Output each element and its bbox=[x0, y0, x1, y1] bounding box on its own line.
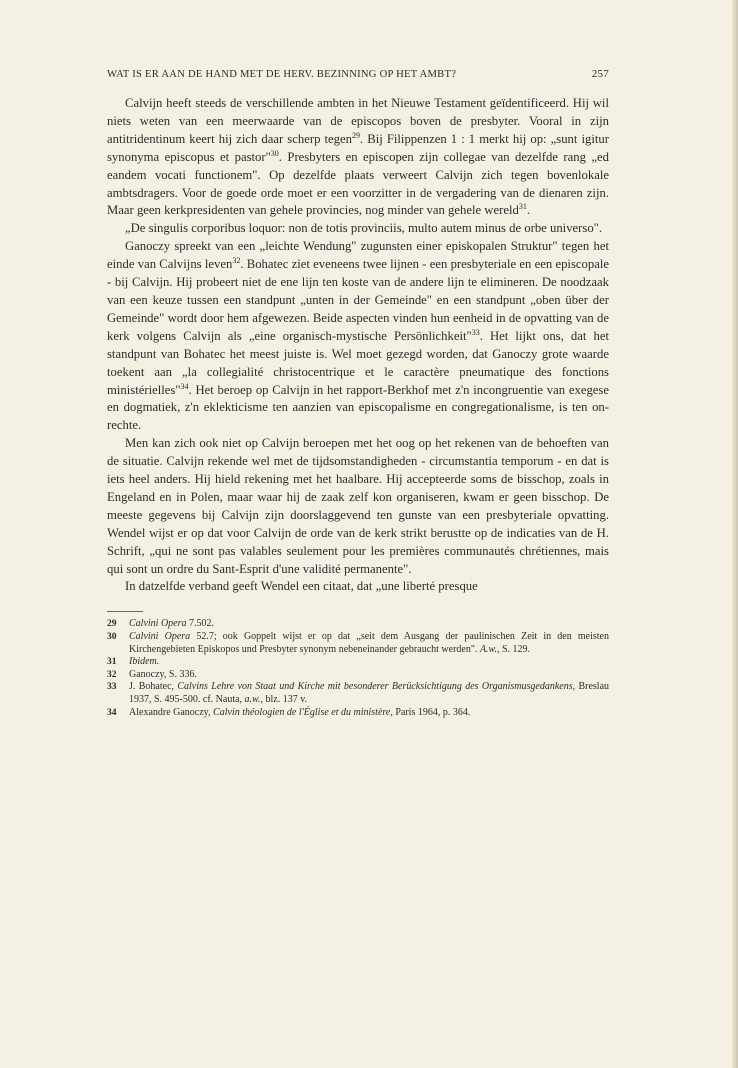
footnote: 34 Alexandre Ganoczy, Calvin théologien de l'Église et du ministère, Paris 1964, p. 364. bbox=[107, 706, 471, 718]
book-page bbox=[107, 68, 609, 719]
page-edge-shadow bbox=[732, 0, 738, 1068]
footnote: 31 Ibidem. bbox=[107, 656, 160, 668]
footnote-ref[interactable]: 31 bbox=[518, 202, 527, 212]
running-head bbox=[107, 68, 609, 80]
footnote-number: 30 bbox=[107, 631, 117, 642]
footnote-divider bbox=[107, 611, 143, 612]
running-head-title: WAT IS ER AAN DE HAND MET DE HERV. BEZINNING OP HET AMBT? bbox=[107, 69, 457, 80]
paragraph-2-quote: „De singulis corporibus loquor: non de totis provinciis, multo autem minus de orbe universo". bbox=[125, 221, 603, 236]
footnote-number: 33 bbox=[107, 682, 117, 693]
footnotes bbox=[107, 618, 609, 719]
footnote: 30 Calvini Opera 52.7; ook Goppelt wijst er op dat „seit dem Ausgang der paulinischen Zeit in den meisten Kirchengebieten Episkopos und Presbyter synonym nebeneinander gebraucht werden". A.w., S. 129. bbox=[107, 630, 609, 655]
footnote-number: 29 bbox=[107, 619, 117, 630]
footnote-number: 32 bbox=[107, 669, 117, 680]
page-number: 257 bbox=[591, 68, 609, 80]
footnote-number: 34 bbox=[107, 707, 117, 718]
footnote-ref[interactable]: 29 bbox=[351, 130, 360, 140]
paragraph-4: Men kan zich ook niet op Calvijn beroepen met het oog op het rekenen van de behoeften van de situatie. Calvijn rekende wel met de tijdsomstandigheden - circumstantia temporum - en dat is iets heel anders. Hij hield rekening met het haalbare. Hij accepteerde soms de bisschop, zoals in Engeland en in Polen, maar waar hij de zaak zelf kon organiseren, kwam er geen bisschop. De meeste gegevens bij Calvijn zijn doorslaggevend ten gunste van een presbyteriale opvatting. Wendel wijst er op dat voor Calvijn de orde van de kerk strikt berustte op de indicaties van de H. Schrift, „qui ne sont pas valables seulement pour les premières communautés chrétiennes, mais qui sont un ordre du Sant-Esprit d'une validité permanente". bbox=[107, 436, 609, 576]
footnote-ref[interactable]: 30 bbox=[270, 148, 279, 158]
footnote-number: 31 bbox=[107, 657, 117, 668]
paragraph-5: In datzelfde verband geeft Wendel een citaat, dat „une liberté presque bbox=[125, 579, 478, 594]
footnote-ref[interactable]: 34 bbox=[180, 381, 189, 391]
footnote-ref[interactable]: 32 bbox=[232, 256, 241, 266]
paragraph-1: Calvijn heeft steeds de verschillende ambten in het Nieuwe Testament geïdentificeerd. Hij wil niets weten van een meerwaarde van de episcopos boven de presbyter. Vooral in zijn antitridentinum keert hij zich daar scherp tegen$^{29}$. Bij Filippenzen 1 : 1 merkt hij op: „sunt igitur synonyma episcopus et pastor"$^{30}$. Presbyters en episcopen zijn collegae van dezelfde rang „ed eandem vocati functionem". Op dezelfde plaats verweert Calvijn zich tegen bovenlokale ambtsdragers. Voor de goede orde moet er een voorzitter in de vergadering van de dienaren zijn. Maar geen kerkpresidenten van gehele provincies, nog minder van gehele wereld$^{31}$. bbox=[107, 96, 609, 218]
footnote: 29 Calvini Opera 7.502. bbox=[107, 618, 214, 630]
footnote: 32 Ganoczy, S. 336. bbox=[107, 668, 197, 680]
paragraph-3: Ganoczy spreekt van een „leichte Wendung" zugunsten einer episkopalen Struktur" tegen het einde van Calvijns leven$^{32}$. Bohatec ziet eveneens twee lijnen - een presbyteriale en een episcopale - bij Calvijn. Hij probeert niet de ene lijn ten koste van de andere lijn te elimineren. De noodzaak van een keuze tussen een standpunt „unten in der Gemeinde" en een standpunt „oben über der Gemeinde" wordt door hem afgewezen. Beide aspecten vinden hun eenheid in de opvatting van de kerk volgens Calvijn als „eine organisch-mystische Persönlichkeit"$^{33}$. Het lijkt ons, dat het standpunt van Bohatec het meest juiste is. Wel moet gezegd worden, dat Ganoczy grote waarde toekent aan „la collegialité christocentrique et le caractère pneumatique des fonctions ministérielles"$^{34}$. Het beroep op Calvijn in het rapport-Berkhof met z'n incongruentie van exegese en dogmatiek, z'n eklekticisme ten aanzien van episcopalisme en congregationalisme, is ten onrechte. bbox=[107, 239, 609, 433]
footnote: 33 J. Bohatec, Calvins Lehre von Staat und Kirche mit besonderer Berücksichtigung des Organismusgedankens, Breslau 1937, S. 495-500. cf. Nauta, a.w., blz. 137 v. bbox=[107, 681, 610, 705]
footnote-ref[interactable]: 33 bbox=[471, 327, 480, 337]
